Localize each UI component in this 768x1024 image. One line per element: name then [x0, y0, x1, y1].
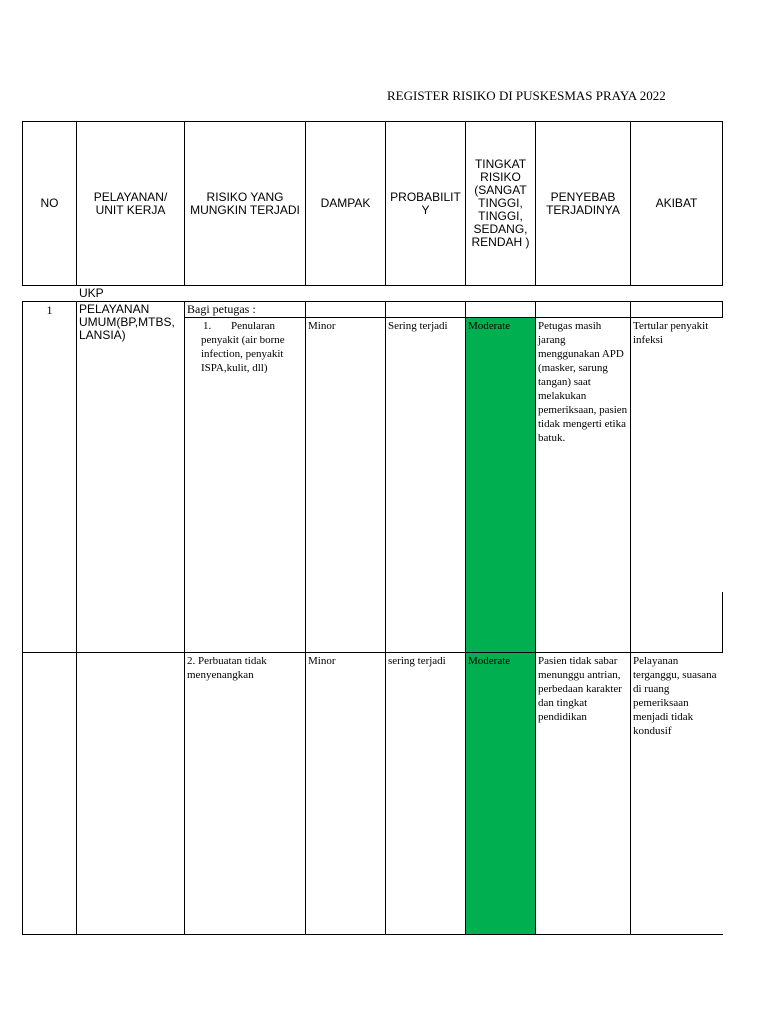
- risk-level-fill: [466, 318, 535, 935]
- document-title: REGISTER RISIKO DI PUSKESMAS PRAYA 2022: [387, 88, 666, 103]
- header-pelayanan: PELAYANAN/ UNIT KERJA: [93, 189, 168, 217]
- row-probabilitas: sering terjadi: [388, 655, 446, 667]
- row-dampak: Minor: [308, 655, 336, 667]
- header-risiko: RISIKO YANG MUNGKIN TERJADI: [190, 189, 300, 217]
- row-probabilitas: Sering terjadi: [388, 320, 448, 332]
- risiko-number: 1.: [203, 320, 212, 332]
- header-no: NO: [40, 196, 59, 210]
- row-risiko: 2. Perbuatan tidak menyenangkan: [187, 655, 267, 681]
- row-tingkat-risiko: Moderate: [468, 655, 511, 667]
- row-tingkat-risiko: Moderate: [468, 320, 511, 332]
- row-akibat: Tertular penyakit infeksi: [633, 320, 709, 346]
- header-penyebab: PENYEBAB TERJADINYA: [546, 189, 620, 217]
- header-tingkat-risiko: TINGKAT RISIKO (SANGAT TINGGI, TINGGI, SEDANG, RENDAH ): [471, 157, 530, 249]
- row-akibat: Pelayanan terganggu, suasana di ruang pemeriksaan menjadi tidak kondusif: [633, 655, 717, 737]
- section-label: UKP: [79, 286, 104, 300]
- row-dampak: Minor: [308, 320, 336, 332]
- row-pelayanan: PELAYANAN UMUM(BP,MTBS, LANSIA): [79, 302, 175, 342]
- row-penyebab: Pasien tidak sabar menunggu antrian, perbedaan karakter dan tingkat pendidikan: [538, 655, 622, 723]
- row-no: 1: [46, 303, 53, 317]
- header-probabilitas: PROBABILITY: [390, 189, 461, 217]
- header-dampak: DAMPAK: [320, 196, 371, 210]
- header-akibat: AKIBAT: [655, 196, 698, 210]
- row-penyebab: Petugas masih jarang menggunakan APD (masker, sarung tangan) saat melakukan pemeriksaan, pasien tidak mengerti etika batuk.: [538, 320, 628, 444]
- row-risiko: Penularan penyakit (air borne infection, penyakit ISPA,kulit, dll): [201, 320, 285, 374]
- risiko-intro: Bagi petugas :: [187, 302, 256, 316]
